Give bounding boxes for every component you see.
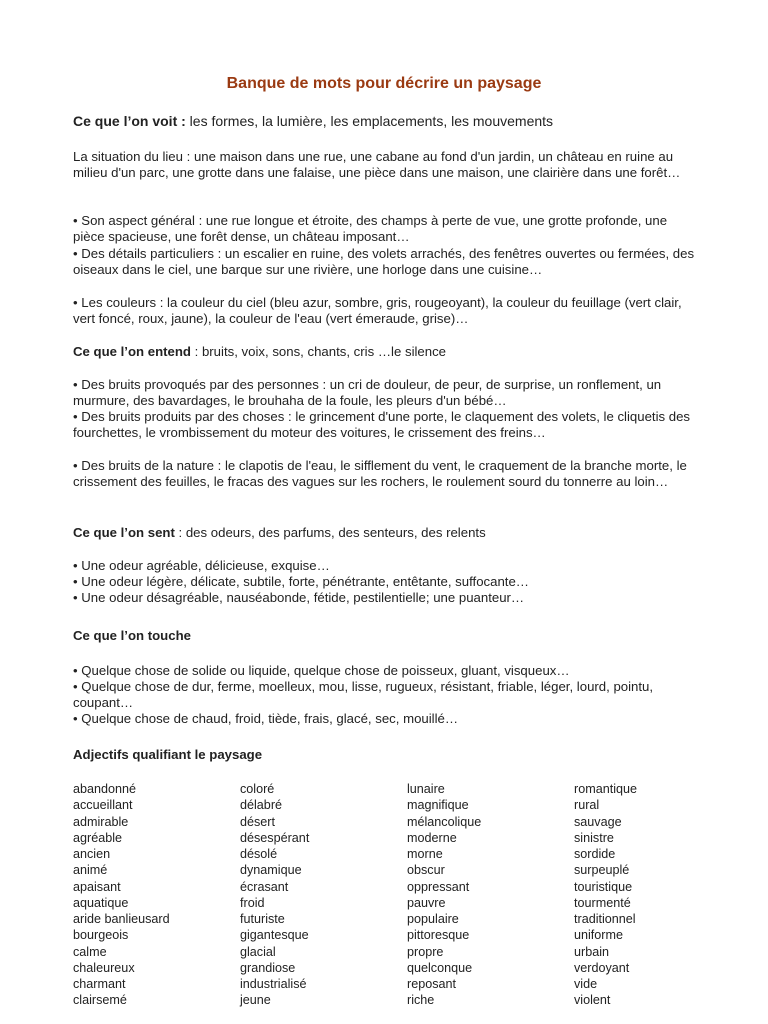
- adjective-item: sauvage: [574, 814, 622, 829]
- sent-bullet-1: • Une odeur agréable, délicieuse, exquise…: [73, 558, 330, 573]
- section-sent-heading: [73, 525, 698, 541]
- adjective-item: jeune: [240, 993, 271, 1008]
- adjective-item: verdoyant: [574, 960, 630, 975]
- adjective-item: violent: [574, 993, 611, 1008]
- page-title: Banque de mots pour décrire un paysage: [226, 75, 542, 92]
- adjective-item: aquatique: [73, 895, 129, 910]
- adjective-item: clairsemé: [73, 993, 127, 1008]
- section-voit-rest: les formes, la lumière, les emplacements, les mouvements: [185, 113, 554, 129]
- entend-bullet-3: • Des bruits de la nature : le clapotis de l'eau, le sifflement du vent, le craquement de la branche morte, le crissement des feuilles, le fracas des vagues sur les rochers, le roulement sourd du tonnerre au loin…: [73, 458, 687, 490]
- adjective-item: admirable: [73, 814, 129, 829]
- section-voit-label: Ce que l’on voit :: [73, 113, 186, 129]
- adjective-item: riche: [407, 993, 435, 1008]
- adjective-item: glacial: [240, 944, 276, 959]
- adjective-item: ancien: [73, 847, 111, 861]
- adjectives-column-3: [407, 781, 572, 1009]
- adjective-item: chaleureux: [73, 960, 135, 975]
- voit-bullet-2: • Des détails particuliers : un escalier en ruine, des volets arrachés, des fenêtres ouvertes ou fermées, des oiseaux dans le ciel, une barque sur une rivière, une horloge dans une cuisine…: [73, 246, 695, 278]
- adjective-item: mélancolique: [407, 814, 482, 829]
- adjective-item: populaire: [407, 912, 459, 926]
- adjective-item: urbain: [574, 944, 610, 959]
- adjective-item: reposant: [407, 977, 457, 991]
- voit-bullet-3: • Les couleurs : la couleur du ciel (bleu azur, sombre, gris, rougeoyant), la couleur du feuillage (vert clair, vert foncé, roux, jaune), la couleur de l'eau (vert émeraude, grise)…: [73, 295, 682, 327]
- sent-bullet-3: • Une odeur désagréable, nauséabonde, fétide, pestilentielle; une puanteur…: [73, 590, 525, 605]
- adjective-item: dynamique: [240, 863, 302, 878]
- adjective-item: écrasant: [240, 879, 289, 894]
- adjective-item: accueillant: [73, 798, 133, 813]
- adjectives-column-2: [240, 781, 405, 1009]
- touche-bullet-3: • Quelque chose de chaud, froid, tiède, frais, glacé, sec, mouillé…: [73, 711, 459, 726]
- section-adjectifs-heading: Adjectifs qualifiant le paysage: [73, 747, 263, 762]
- adjectives-column-1: [73, 781, 238, 1009]
- voit-situation: La situation du lieu : une maison dans une rue, une cabane au fond d'un jardin, un château en ruine au milieu d'un parc, une grotte dans une falaise, une pièce dans une maison, une clairière dans une forêt…: [73, 149, 681, 181]
- adjective-item: tourmenté: [574, 895, 631, 910]
- adjective-item: romantique: [574, 782, 638, 796]
- adjective-item: froid: [240, 895, 265, 910]
- touche-bullet-1: • Quelque chose de solide ou liquide, quelque chose de poisseux, gluant, visqueux…: [73, 663, 570, 678]
- section-entend-label: Ce que l’on entend: [73, 344, 191, 359]
- adjective-item: lunaire: [407, 782, 445, 796]
- adjective-item: coloré: [240, 782, 275, 796]
- adjective-item: pittoresque: [407, 928, 470, 943]
- adjective-item: calme: [73, 944, 107, 959]
- adjective-item: agréable: [73, 830, 123, 845]
- adjective-item: magnifique: [407, 798, 469, 813]
- adjective-item: apaisant: [73, 879, 121, 894]
- adjective-item: touristique: [574, 879, 633, 894]
- adjective-item: rural: [574, 798, 600, 813]
- adjective-item: aride banlieusard: [73, 912, 170, 926]
- adjective-item: grandiose: [240, 960, 296, 975]
- section-sent-rest: : des odeurs, des parfums, des senteurs, des relents: [174, 525, 486, 540]
- adjective-item: bourgeois: [73, 928, 129, 943]
- section-touche-heading: Ce que l’on touche: [73, 628, 191, 643]
- adjective-item: délabré: [240, 798, 283, 813]
- adjective-item: charmant: [73, 977, 126, 991]
- adjective-item: obscur: [407, 863, 445, 878]
- section-entend-rest: : bruits, voix, sons, chants, cris …le silence: [190, 344, 447, 359]
- adjective-item: désert: [240, 814, 276, 829]
- adjective-item: sinistre: [574, 830, 614, 845]
- entend-bullet-1: • Des bruits provoqués par des personnes : un cri de douleur, de peur, de surprise, un ronflement, un murmure, des bavardages, le brouhaha de la foule, les pleurs d'un bébé…: [73, 377, 662, 409]
- section-voit-heading: [73, 113, 698, 129]
- adjectives-column-4: [574, 781, 739, 1009]
- adjective-item: traditionnel: [574, 912, 636, 926]
- adjective-item: futuriste: [240, 912, 285, 926]
- adjective-item: gigantesque: [240, 928, 309, 943]
- touche-bullet-2: • Quelque chose de dur, ferme, moelleux, mou, lisse, rugueux, résistant, friable, léger, lourd, pointu, coupant…: [73, 679, 654, 711]
- adjective-item: quelconque: [407, 960, 473, 975]
- sent-bullet-2: • Une odeur légère, délicate, subtile, forte, pénétrante, entêtante, suffocante…: [73, 574, 529, 589]
- adjective-item: propre: [407, 944, 444, 959]
- adjective-item: désespérant: [240, 830, 310, 845]
- adjective-item: morne: [407, 847, 443, 861]
- adjective-item: industrialisé: [240, 977, 307, 991]
- section-entend-heading: [73, 344, 698, 360]
- adjective-item: uniforme: [574, 928, 623, 943]
- adjective-item: moderne: [407, 830, 457, 845]
- adjective-item: abandonné: [73, 782, 137, 796]
- adjective-item: animé: [73, 863, 108, 878]
- adjective-item: désolé: [240, 847, 278, 861]
- adjective-item: oppressant: [407, 879, 470, 894]
- adjective-item: pauvre: [407, 895, 446, 910]
- adjective-item: surpeuplé: [574, 863, 630, 878]
- adjective-item: vide: [574, 977, 598, 991]
- entend-bullet-2: • Des bruits produits par des choses : le grincement d'une porte, le claquement des volets, le cliquetis des fourchettes, le vrombissement du moteur des voitures, le crissement des freins…: [73, 409, 691, 441]
- adjective-item: sordide: [574, 847, 616, 861]
- voit-bullet-1: • Son aspect général : une rue longue et étroite, des champs à perte de vue, une grotte profonde, une pièce spacieuse, une forêt dense, un château imposant…: [73, 213, 668, 245]
- section-sent-label: Ce que l’on sent: [73, 525, 175, 540]
